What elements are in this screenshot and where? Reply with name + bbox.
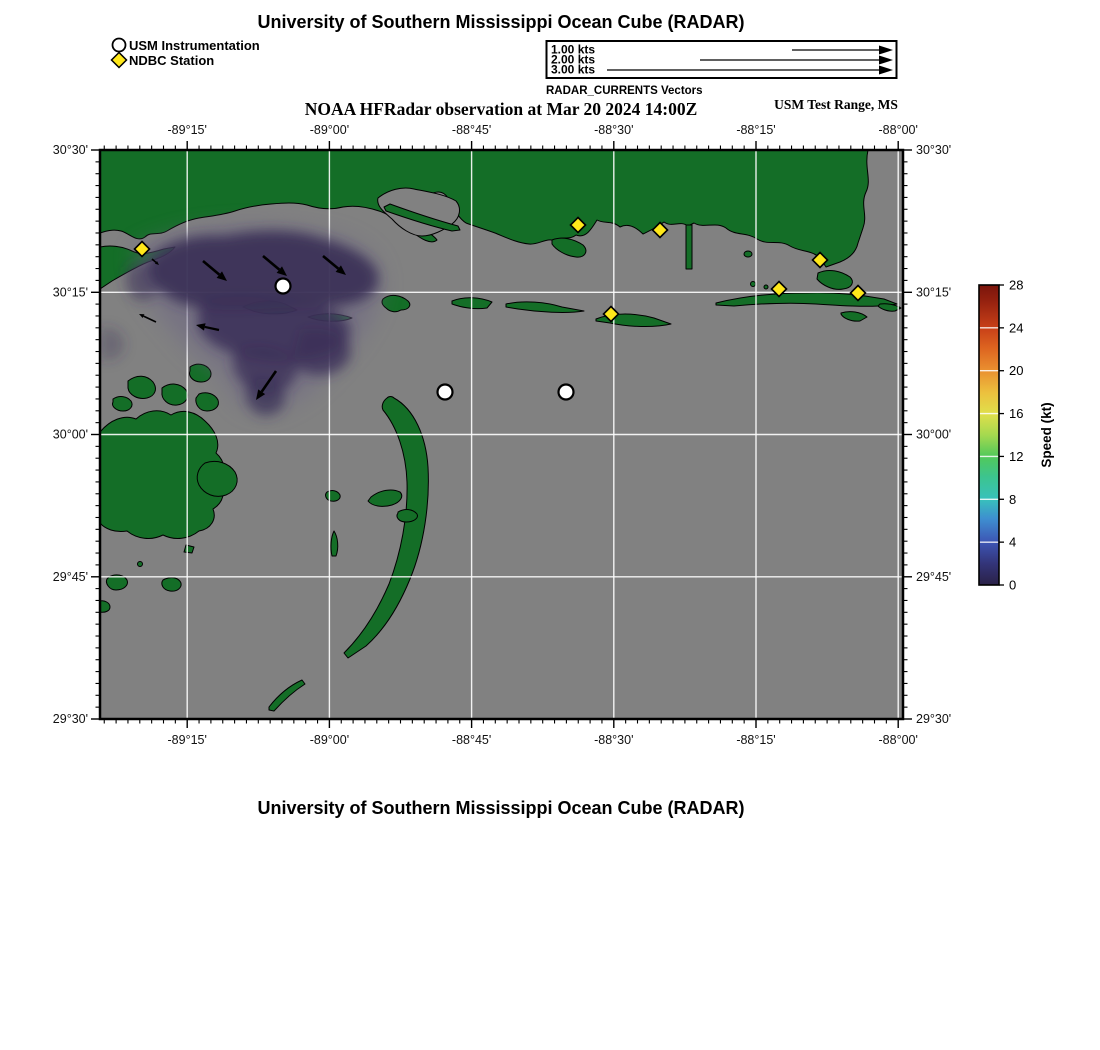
marsh-fragment bbox=[190, 364, 211, 382]
range-label: USM Test Range, MS bbox=[774, 97, 898, 112]
colorbar-tick-label: 0 bbox=[1009, 577, 1017, 593]
usm-instrumentation-label: USM Instrumentation bbox=[129, 38, 260, 53]
arc-islet bbox=[326, 491, 341, 502]
scale-3kt-label: 3.00 kts bbox=[551, 62, 596, 77]
vector-scale-box bbox=[547, 41, 897, 78]
y-axis-label-right: 30°00' bbox=[916, 427, 952, 442]
page-title: University of Southern Mississippi Ocean Cube (RADAR) bbox=[257, 12, 745, 32]
marsh-islet bbox=[138, 562, 143, 567]
y-axis-label-right: 29°45' bbox=[916, 569, 952, 584]
colorbar-tick-label: 28 bbox=[1009, 277, 1024, 293]
symbol-legend bbox=[112, 38, 260, 68]
y-axis-label-right: 30°15' bbox=[916, 285, 952, 300]
scale-1kt-label: 1.00 kts bbox=[551, 42, 596, 57]
x-axis-label-top: -88°15' bbox=[736, 123, 776, 137]
map-canvas bbox=[100, 150, 903, 719]
colorbar-tick-label: 12 bbox=[1009, 448, 1024, 464]
colorbar-gradient bbox=[979, 285, 999, 585]
marsh-fragment bbox=[196, 393, 219, 411]
marsh-islet bbox=[162, 578, 181, 592]
colorbar-tick-label: 8 bbox=[1009, 491, 1017, 507]
marsh-islet bbox=[184, 545, 194, 553]
y-axis-label-right: 29°30' bbox=[916, 712, 952, 726]
colorbar-title: Speed (kt) bbox=[1039, 402, 1054, 468]
x-axis-label-bottom: -89°15' bbox=[167, 733, 207, 747]
x-axis-label-bottom: -88°30' bbox=[594, 733, 634, 747]
y-axis-label-right: 30°30' bbox=[916, 143, 952, 157]
usm-instrumentation-icon bbox=[113, 39, 126, 52]
x-axis-label-top: -89°15' bbox=[167, 123, 207, 137]
x-axis-label-top: -88°00' bbox=[878, 123, 918, 137]
colorbar-tick-label: 4 bbox=[1009, 534, 1017, 550]
usm-instrument-marker bbox=[276, 279, 291, 294]
x-axis-label-bottom: -88°45' bbox=[451, 733, 492, 747]
x-axis-label-bottom: -88°15' bbox=[736, 733, 776, 747]
x-axis-label-bottom: -88°00' bbox=[878, 733, 918, 747]
marsh-fragment bbox=[162, 384, 188, 405]
x-axis-label-top: -88°30' bbox=[594, 123, 634, 137]
colorbar-tick-label: 16 bbox=[1009, 406, 1024, 422]
marsh-fragment bbox=[113, 397, 132, 411]
colorbar-tick-label: 20 bbox=[1009, 363, 1024, 379]
ndbc-station-label: NDBC Station bbox=[129, 53, 215, 68]
colorbar bbox=[979, 278, 1054, 593]
islet bbox=[744, 251, 752, 257]
x-axis-label-top: -89°00' bbox=[309, 123, 350, 137]
footer-title: University of Southern Mississippi Ocean Cube (RADAR) bbox=[257, 798, 745, 818]
ndbc-station-icon bbox=[112, 53, 127, 68]
vector-scale-caption: RADAR_CURRENTS Vectors bbox=[546, 85, 703, 97]
river-strip bbox=[686, 225, 692, 269]
arc-islet bbox=[397, 510, 417, 522]
x-axis-label-bottom: -89°00' bbox=[309, 733, 350, 747]
y-axis-label-left: 29°30' bbox=[52, 712, 88, 726]
usm-instrument-marker bbox=[559, 385, 574, 400]
scale-2kt-label: 2.00 kts bbox=[551, 52, 596, 67]
islet bbox=[751, 282, 756, 287]
colorbar-tick-label: 24 bbox=[1009, 320, 1024, 336]
usm-instrument-marker bbox=[438, 385, 453, 400]
y-axis-label-left: 29°45' bbox=[52, 569, 88, 584]
y-axis-label-left: 30°00' bbox=[52, 427, 88, 442]
y-axis-label-left: 30°30' bbox=[52, 143, 88, 157]
islet bbox=[764, 285, 768, 289]
x-axis-label-top: -88°45' bbox=[451, 123, 492, 137]
observation-subtitle: NOAA HFRadar observation at Mar 20 2024 14:00Z bbox=[304, 99, 698, 119]
y-axis-label-left: 30°15' bbox=[52, 285, 88, 300]
